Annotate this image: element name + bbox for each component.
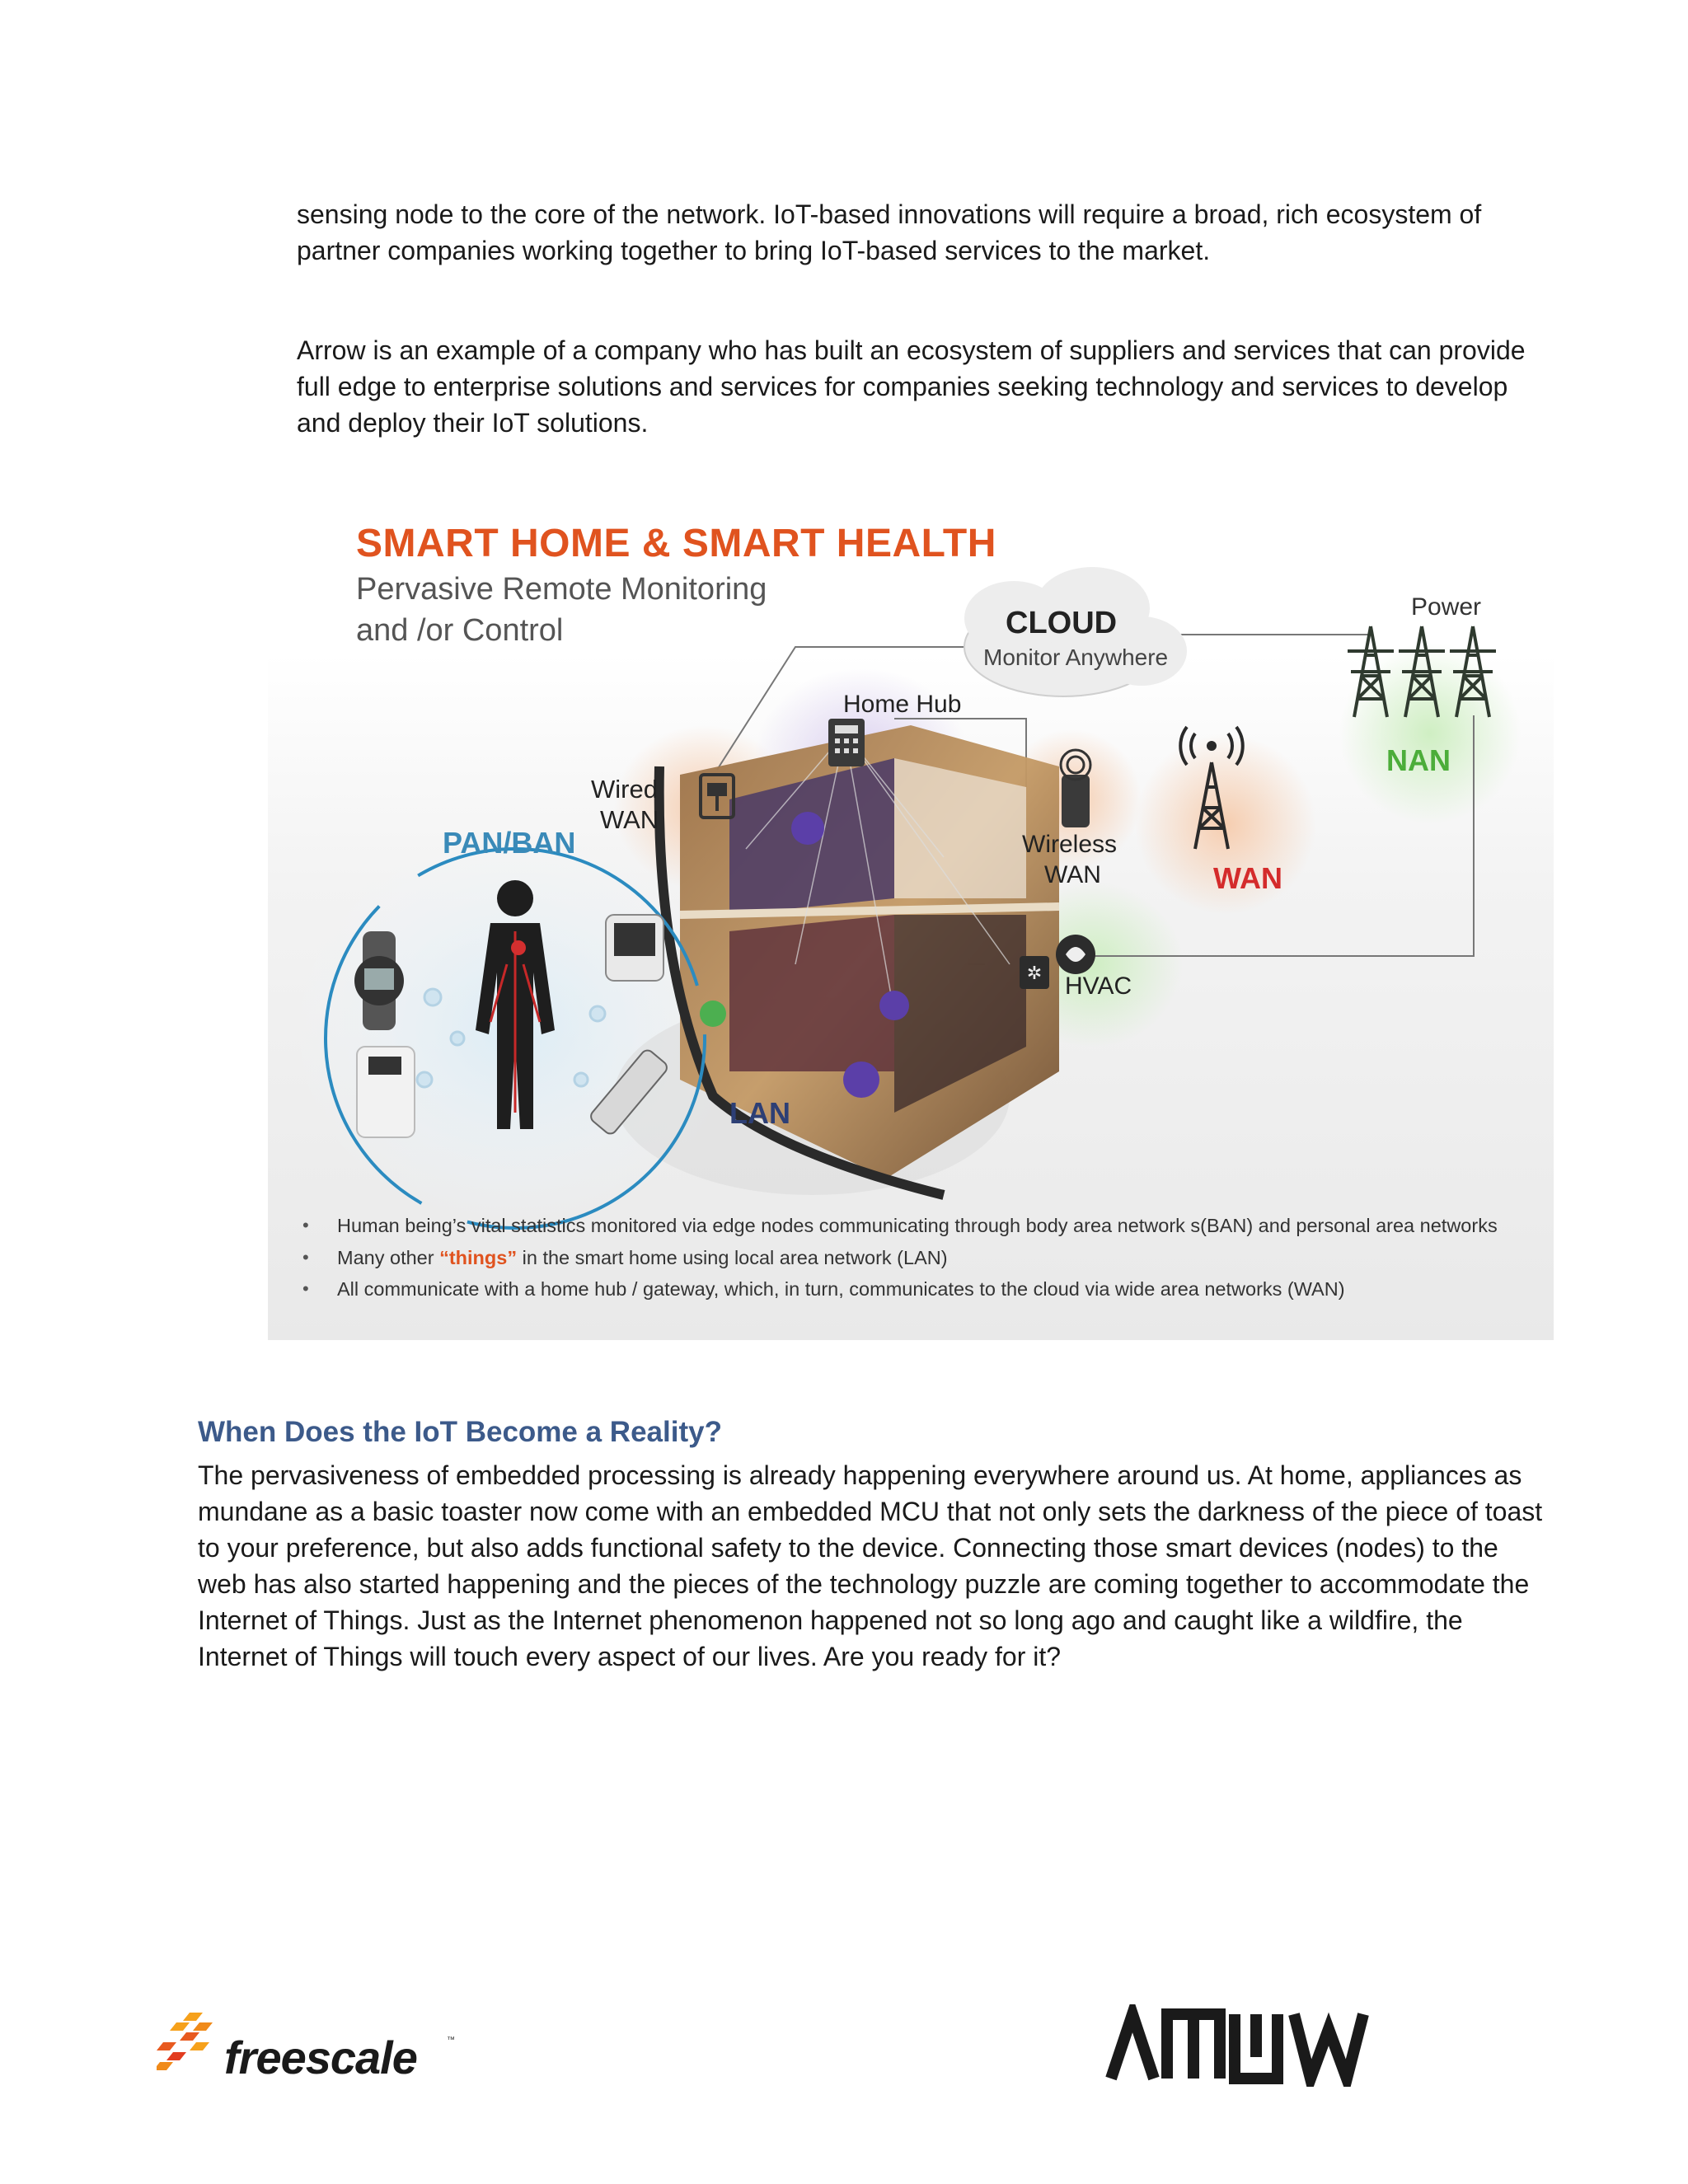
label-nan: NAN [1386, 743, 1451, 777]
label-home-hub: Home Hub [843, 691, 962, 718]
scale-icon [357, 1047, 415, 1137]
figure-bullet [301, 1273, 1498, 1305]
label-wired-line2: WAN [600, 805, 659, 834]
figure-bullet [301, 1210, 1498, 1242]
section-heading: When Does the IoT Become a Reality? [198, 1416, 722, 1448]
home-hub-icon [828, 719, 865, 766]
label-cloud-sub: Monitor Anywhere [983, 644, 1169, 670]
freescale-wordmark: freescale [224, 2032, 417, 2083]
iot-reality-paragraph: The pervasiveness of embedded processing is already happening everywhere around us. At home, appliances as mundane as a basic toaster now come with an embedded MCU that not only sets the darkness of the piece of toast to your preference, but also adds functional safety to the device. Connecting those smart devices (nodes) to the web has also started happening and the pieces of the technology puzzle are coming together to accommodate the Internet of Things. Just as the Internet phenomenon happened not so long ago and caught like a wildfire, the Internet of Things will touch every aspect of our lives. Are you ready for it? [198, 1460, 1543, 1671]
figure-bullet-list [301, 1210, 1498, 1305]
smart-home-figure [268, 503, 1554, 1340]
figure-bullet [301, 1242, 1498, 1274]
blood-pressure-monitor-icon [606, 915, 663, 981]
freescale-logo [157, 2011, 470, 2102]
label-pan-ban: PAN/BAN [443, 826, 576, 860]
arrow-logo [1104, 2004, 1418, 2087]
figure-subtitle-line2: and /or Control [356, 613, 564, 648]
bullet-text: All communicate with a home hub / gateway, which, in turn, communicates to the cloud via wide area networks (WAN) [337, 1278, 1345, 1300]
bullet-highlight: “things” [439, 1246, 518, 1268]
label-lan: LAN [729, 1096, 790, 1130]
figure-title: SMART HOME & SMART HEALTH [356, 522, 996, 565]
arrow-ecosystem-paragraph: Arrow is an example of a company who has built an ecosystem of suppliers and services that can provide full edge to enterprise solutions and services for companies seeking technology and services to develop and deploy their IoT solutions. [297, 335, 1526, 438]
label-wireless-line1: Wireless [1022, 831, 1118, 858]
label-power: Power [1411, 593, 1482, 621]
figure-subtitle-line1: Pervasive Remote Monitoring [356, 572, 767, 607]
bullet-text: in the smart home using local area network (LAN) [517, 1246, 948, 1268]
label-wireless-line2: WAN [1044, 861, 1101, 888]
intro-paragraph: sensing node to the core of the network. IoT-based innovations will require a broad, rich ecosystem of partner companies working together to bring IoT-based services to the market. [297, 199, 1482, 265]
freescale-mark-icon [157, 2011, 231, 2093]
label-wired-line1: Wired [591, 775, 658, 804]
svg-text:✲: ✲ [1026, 963, 1043, 984]
label-wan: WAN [1213, 861, 1282, 895]
label-hvac: HVAC [1065, 972, 1132, 1000]
bullet-text: Many other [337, 1246, 440, 1268]
freescale-trademark: ™ [447, 2036, 455, 2045]
arrow-wordmark-icon [1104, 2004, 1418, 2087]
bullet-text: Human being’s vital statistics monitored via edge nodes communicating through body area network s(BAN) and personal area networks [337, 1215, 1498, 1236]
label-cloud: CLOUD [1006, 606, 1118, 640]
